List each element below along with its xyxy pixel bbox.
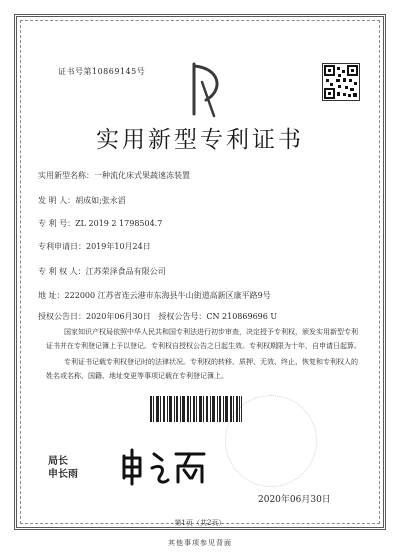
barcode xyxy=(150,396,242,422)
field-value: 2019年10月24日 xyxy=(86,242,151,251)
field-value: ZL 2019 2 1798504.7 xyxy=(75,219,163,228)
description-paragraph: 国家知识产权局依照中华人民共和国专利法进行初步审查，决定授予专利权，颁发实用新型专利证书并在专利登记簿上予以登记。专利权自授权公告之日起生效。专利权期限为十年，自申请日起算。 xyxy=(46,328,361,350)
patent-office-emblem xyxy=(180,58,232,120)
field-application-date xyxy=(38,241,151,252)
page-number: 第1页（共2页） xyxy=(174,519,226,527)
qr-code xyxy=(322,63,360,101)
field-value-grant-number: CN 210869696 U xyxy=(206,312,278,321)
field-grant-date xyxy=(38,311,277,322)
sign-date: 2020年06月30日 xyxy=(258,495,331,505)
certificate-number: 证书号第10869145号 xyxy=(58,67,146,76)
field-patentee xyxy=(38,266,166,277)
description-paragraph: 专利证书记载专利权登记时的法律状况。专利权的转移、质押、无效、终止、恢复和专利权人的姓名或名称、国籍、地址变更等事项记载在专利登记簿上。 xyxy=(46,358,358,380)
field-address xyxy=(38,290,271,301)
certificate-description xyxy=(46,325,362,385)
field-utility-model-name xyxy=(38,170,190,181)
field-label: 专 利 号： xyxy=(38,219,76,228)
field-label-grant-number: 授权公告号： xyxy=(158,312,207,321)
field-value: 2020年06月30日 xyxy=(86,312,151,321)
certificate-title: 实用新型专利证书 xyxy=(96,127,304,153)
field-patent-number xyxy=(38,218,162,229)
footer-note: 其他事项参见背面 xyxy=(168,539,232,547)
field-inventor xyxy=(38,195,126,206)
field-label: 地 址： xyxy=(38,291,65,300)
field-value: 江苏荣泽食品有限公司 xyxy=(85,267,166,276)
field-value: 222000 江苏省连云港市东海县牛山街道高新区康平路9号 xyxy=(64,291,271,300)
director-title: 局长 xyxy=(48,456,68,467)
director-name: 申长雨 xyxy=(48,469,78,480)
director-signature-block xyxy=(48,455,78,481)
field-label: 专 利 权 人： xyxy=(38,267,86,276)
field-label: 实用新型名称： xyxy=(38,171,94,180)
field-label: 授权公告日： xyxy=(38,312,86,321)
field-value: 一种流化床式果蔬速冻装置 xyxy=(94,171,190,180)
handwritten-signature xyxy=(118,446,210,488)
field-label: 专利申请日： xyxy=(38,242,86,251)
field-label: 发 明 人： xyxy=(38,196,76,205)
field-value: 胡成如;张永滔 xyxy=(75,196,126,205)
